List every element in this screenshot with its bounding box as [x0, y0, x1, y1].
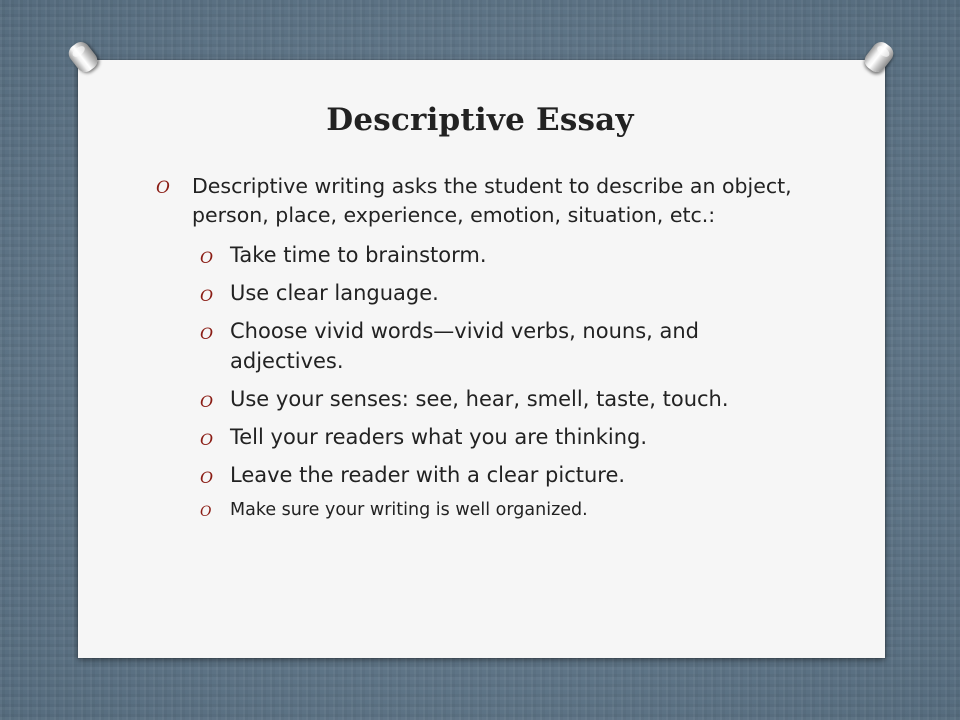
sub-bullet-item: [200, 384, 816, 414]
sub-bullet-item: [200, 240, 816, 270]
sub-bullet-item: [200, 460, 816, 490]
bullet-text: Descriptive writing asks the student to describe an object, person, place, experience, emotion, situation, etc.:: [192, 174, 792, 227]
sub-bullet-text: Use your senses: see, hear, smell, taste, touch.: [230, 387, 729, 411]
bullet-list: [156, 172, 816, 531]
sub-bullet-text: Make sure your writing is well organized.: [230, 500, 588, 520]
sub-bullet-text: Choose vivid words—vivid verbs, nouns, and adjectives.: [230, 319, 700, 373]
sub-bullet-text: Use clear language.: [230, 281, 439, 305]
bullet-marker-icon: O: [200, 324, 214, 343]
bullet-marker-icon: O: [200, 248, 214, 267]
bullet-marker-icon: O: [200, 504, 212, 520]
sub-bullet-text: Leave the reader with a clear picture.: [230, 463, 626, 487]
bullet-marker-icon: O: [156, 178, 170, 198]
sub-bullet-item: [200, 316, 816, 376]
bullet-marker-icon: O: [200, 468, 214, 487]
slide-title: Descriptive Essay: [326, 102, 634, 138]
sub-bullet-item: [200, 422, 816, 452]
sub-bullet-text: Take time to brainstorm.: [230, 243, 487, 267]
bullet-item-intro: [156, 172, 816, 230]
bullet-marker-icon: O: [200, 392, 214, 411]
bullet-marker-icon: O: [200, 430, 214, 449]
sub-bullet-text: Tell your readers what you are thinking.: [230, 425, 648, 449]
sub-bullet-item: [200, 278, 816, 308]
sub-bullet-item: [200, 498, 816, 523]
bullet-marker-icon: O: [200, 286, 214, 305]
